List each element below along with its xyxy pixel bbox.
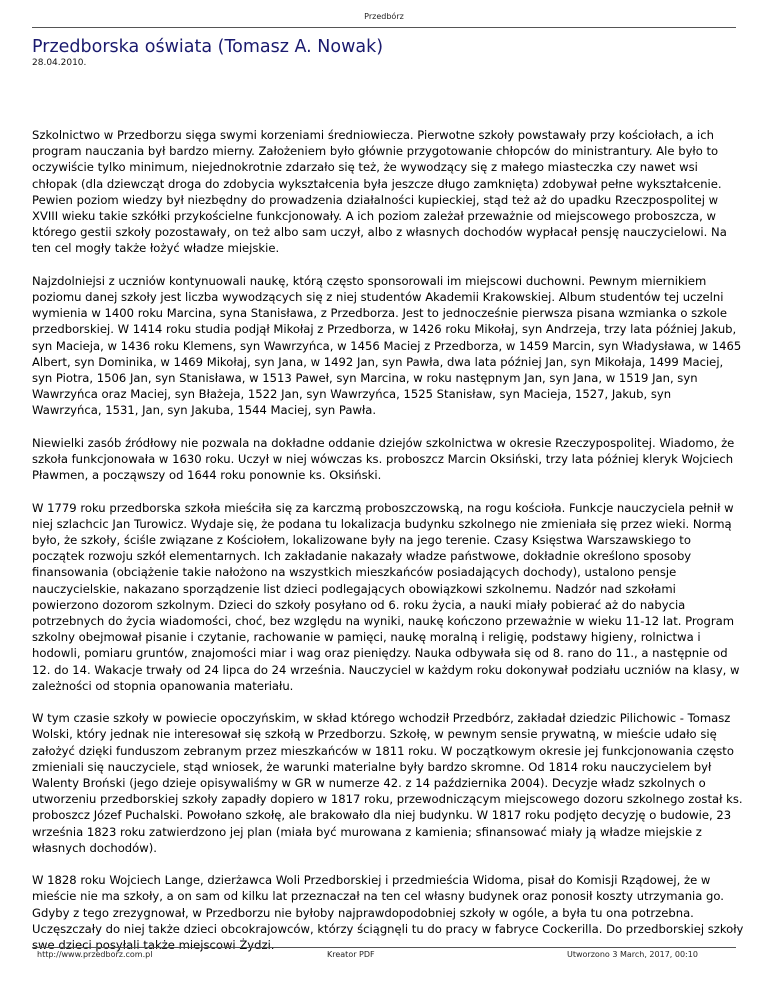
article-title: Przedborska oświata (Tomasz A. Nowak) [32, 37, 384, 57]
article-paragraph: W tym czasie szkoły w powiecie opoczyńskim, w skład którego wchodził Przedbórz, zakładał dziedzic Pilichowic - Tomasz Wolski, który jednak nie interesował się szkołą w Przedborzu. Szkołę, w pewnym sensie prywatną, w mieście udało się założyć dzięki funduszom zebranym przez mieszkańców w 1811 roku. W początkowym okresie jej funkcjonowania często zmieniali się nauczyciele, stąd wniosek, że warunki materialne były bardzo skromne. Od 1814 roku nauczycielem był Walenty Broński (jego dzieje opisywaliśmy w GR w numerze 42. z 14 października 2004). Decyzje władz szkolnych o utworzeniu przedborskiej szkoły zapadły dopiero w 1817 roku, przewodniczącym miejscowego dozoru szkolnego został ks. proboszcz Józef Puchalski. Powołano szkołę, ale brakowało dla niej budynku. W 1817 roku podjęto decyzję o budowie, 23 września 1823 roku zatwierdzono jej plan (miała być murowana z kamienia; sfinansować miały ją władze miejskie z własnych dochodów). [32, 711, 743, 855]
header-divider [32, 27, 736, 28]
article-paragraph: W 1828 roku Wojciech Lange, dzierżawca Woli Przedborskiej i przedmieścia Widoma, pisał do Komisji Rządowej, że w mieście nie ma szkoły, a on sam od kilku lat przeznaczał na ten cel własny budynek oraz ponosił koszty utrzymania go. Gdyby z tego zrezygnował, w Przedborzu nie byłoby najprawdopodobniej szkoły w ogóle, a była tu ona potrzebna. Uczęszczały do niej także dzieci obcokrajowców, którzy ściągnęli tu do pracy w fabryce Cockerilla. Do przedborskiej szkoły swe dzieci posyłali także miejscowi Żydzi. [32, 873, 744, 953]
article-body [32, 127, 744, 969]
footer-created-date: Utworzono 3 March, 2017, 00:10 [567, 950, 698, 959]
article-paragraph: W 1779 roku przedborska szkoła mieściła się za karczmą proboszczowską, na rogu kościoła. Funkcje nauczyciela pełnił w niej szlachcic Jan Turowicz. Wydaje się, że podana tu lokalizacja budynku szkolnego nie zmieniała się przez wieki. Normą było, że szkoły, ściśle związane z Kościołem, lokalizowane były na jego terenie. Czasy Księstwa Warszawskiego to początek rozwoju szkół elementarnych. Ich zakładanie nakazały władze państwowe, dokładnie określono sposoby finansowania (obciążenie takie nałożono na wszystkich mieszkańców posiadających dochody), ustalono pensje nauczycielskie, nakazano sporządzenie list dzieci podlegających obowiązkowi szkolnemu. Nadzór nad szkołami powierzono dozorom szkolnym. Dzieci do szkoły posyłano od 6. roku życia, a nauki miały pobierać aż do nabycia potrzebnych do życia wiadomości, choć, bez względu na wyniki, naukę kończono przeważnie w wieku 11-12 lat. Program szkolny obejmował pisanie i czytanie, rachowanie w pamięci, naukę moralną i religię, podstawy higieny, rolnictwa i hodowli, pomiaru gruntów, znajomości miar i wag oraz pieniędzy. Nauka odbywała się od 8. rano do 11., a następnie od 12. do 14. Wakacje trwały od 24 lipca do 24 września. Nauczyciel w każdym roku dokonywał podziału uczniów na klasy, w zależności od stopnia opanowania materiału. [32, 500, 740, 693]
article-date: 28.04.2010. [32, 58, 87, 68]
article-paragraph: Niewielki zasób źródłowy nie pozwala na dokładne oddanie dziejów szkolnictwa w okresie Rzeczypospolitej. Wiadomo, że szkoła funkcjonowała w 1630 roku. Uczył w niej wówczas ks. proboszcz Marcin Oksiński, trzy lata później kleryk Wojciech Pławmen, a począwszy od 1644 roku ponownie ks. Oksiński. [32, 435, 735, 483]
footer-divider [32, 947, 736, 948]
footer-generator: Kreator PDF [327, 950, 375, 959]
page-header-site-name: Przedbórz [364, 12, 404, 21]
article-paragraph: Najzdolniejsi z uczniów kontynuowali naukę, którą często sponsorowali im miejscowi duchowni. Pewnym miernikiem poziomu danej szkoły jest liczba wywodzących się z niej studentów Akademii Krakowskiej. Album studentów tej uczelni wymienia w 1400 roku Marcina, syna Stanisława, z Przedborza. Jest to jednocześnie pierwsza pisana wzmianka o szkole przedborskiej. W 1414 roku studia podjął Mikołaj z Przedborza, w 1426 roku Mikołaj, syn Andrzeja, trzy lata później Jakub, syn Macieja, w 1436 roku Klemens, syn Wawrzyńca, w 1456 Maciej z Przedborza, w 1459 Marcin, syn Władysława, w 1465 Albert, syn Dominika, w 1469 Mikołaj, syn Jana, w 1492 Jan, syn Pawła, dwa lata później Jan, syn Mikołaja, 1499 Maciej, syn Piotra, 1506 Jan, syn Stanisława, w 1513 Paweł, syn Marcina, w roku następnym Jan, syn Jana, w 1519 Jan, syn Wawrzyńca oraz Maciej, syn Błażeja, 1522 Jan, syn Wawrzyńca, 1525 Stanisław, syn Macieja, 1527, Jakub, syn Wawrzyńca, 1531, Jan, syn Jakuba, 1544 Maciej, syn Pawła. [32, 273, 742, 418]
footer-url-link[interactable]: http://www.przedborz.com.pl [37, 950, 153, 959]
article-paragraph: Szkolnictwo w Przedborzu sięga swymi korzeniami średniowiecza. Pierwotne szkoły powstawały przy kościołach, a ich program nauczania był bardzo mierny. Założeniem było głównie przygotowanie chłopców do ministrantury. Ale było to oczywiście tylko minimum, niejednokrotnie zdarzało się też, że wywodzący się z małego miasteczka czy nawet wsi chłopak (dla dziewcząt droga do zdobycia wykształcenia była jeszcze długo zamknięta) zdobywał pełne wykształcenie. Pewien poziom wiedzy był niezbędny do prowadzenia działalności kupieckiej, stąd też aż do upadku Rzeczpospolitej w XVIII wieku takie szkółki przykościelne funkcjonowały. A ich poziom zależał przeważnie od miejscowego proboszcza, w którego gestii szkoły pozostawały, on też albo sam uczył, albo z własnych dochodów wypłacał pensję nauczycielowi. Na ten cel mogły także łożyć władze miejskie. [32, 128, 727, 256]
